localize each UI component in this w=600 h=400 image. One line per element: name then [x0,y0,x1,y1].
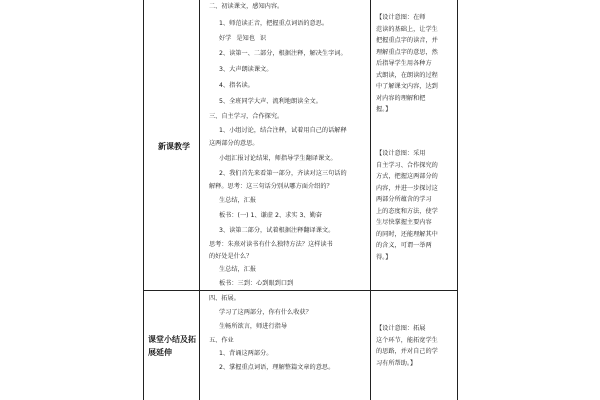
note-line: 范读的基础上，让学生 [376,25,438,33]
content-line: 二、初读课文，感知内容。 [209,3,284,10]
note-line: 【设计意图：拓展 [376,325,426,332]
content-line: 5、全班同学大声、流利地朗读全文。 [219,98,322,105]
content-line: 2、读第一、二部分，根据注释，解决生字词。 [219,50,347,57]
note-line: 自主学习、合作探究的 [376,161,438,169]
content-line: 板书：三到：心到眼到口到 [219,280,294,287]
content-line: 4、指名读。 [219,82,254,89]
column-divider-2 [370,0,371,400]
content-line: 解释。思考：这三句话分别从哪方面介绍的？ [209,183,333,190]
content-line: 板书：(一) 1、谦虚 2、求实 3、勤奋 [219,212,322,219]
note-line: 内容，并进一步探讨这 [376,184,438,192]
row-1-design-notes-2 [376,148,455,263]
content-line: 三、自主学习，合作探究。 [209,113,284,120]
content-line: 生畅所欲言，师进行指导 [219,323,288,330]
note-line: 后指导学生用各种方 [376,60,432,67]
row-1-design-notes [376,12,455,116]
note-line: 生尽快掌握主要内容 [376,219,432,226]
note-line: 的思路，并对自己的学 [376,348,438,355]
note-line: 习有所帮助。】 [376,359,417,367]
content-line: 2、掌握重点词语，理解整篇文章的意思。 [219,364,335,371]
content-line: 1、背诵这两部分。 [219,350,273,357]
content-line: 3、读第二部分，试着根据注释翻译课文。 [219,227,335,234]
column-divider-1 [199,0,200,400]
note-line: 【设计意图：采用 [376,150,426,157]
content-line: 五、作业 [209,337,234,344]
content-line: 小组汇报讨论结果，师指导学生翻译课文。 [219,155,337,162]
row-divider [143,290,458,291]
note-line: 对内容的理解和把 [376,94,426,102]
content-line: 生总结，汇报 [219,197,257,204]
content-line: 1、师范读正音，把握重点词语的意思。 [219,20,329,27]
row-label-summary [148,333,196,359]
note-line: 得。】 [376,253,392,261]
content-line: 学习了这两部分，你有什么收获？ [219,309,312,316]
note-line: 式朗读，在朗读的过程 [376,71,438,79]
note-line: 方式，把握这两部分的 [376,173,438,180]
row-label-summary-line-1: 课堂小结及拓 [148,335,196,344]
content-line: 1、小组讨论，结合注释，试着用自己的话解释 [219,127,347,134]
row-label-summary-line-2: 展延伸 [148,348,172,357]
content-line: 四、拓展。 [209,295,240,302]
content-line: 好学 是知也 识 [219,35,267,42]
note-line: 的同时，还能理解其中 [376,230,438,238]
content-line: 这两部分的意思。 [209,140,259,147]
note-line: 【设计意图：在师 [376,14,426,21]
table-border-left [143,0,144,400]
row-label-new-lesson: 新课教学 [158,142,190,151]
content-line: 2、我们首先来看第一部分，齐读对这三句话的 [219,170,347,177]
note-line: 中了解课文内容，达到 [376,83,438,90]
note-line: 这个环节，能拓宽学生 [376,336,438,344]
content-line: 3、大声朗读课文。 [219,66,273,73]
content-line: 生总结，汇报 [219,266,257,273]
content-line: 思考：朱熹对读书有什么独特方法？这样读书 [209,241,333,248]
note-line: 握。】 [376,106,392,113]
note-line: 的含义，可谓一举两 [376,242,432,249]
note-line: 上的态度和方法，使学 [376,207,438,215]
note-line: 两部分所蕴含的学习 [376,196,432,203]
note-line: 理解重点字的意思，然 [376,48,438,56]
note-line: 把握重点字的读音，并 [376,37,438,44]
content-line: 的好处是什么？ [209,253,253,260]
table-border-right [457,0,458,400]
row-2-design-notes [376,323,455,369]
